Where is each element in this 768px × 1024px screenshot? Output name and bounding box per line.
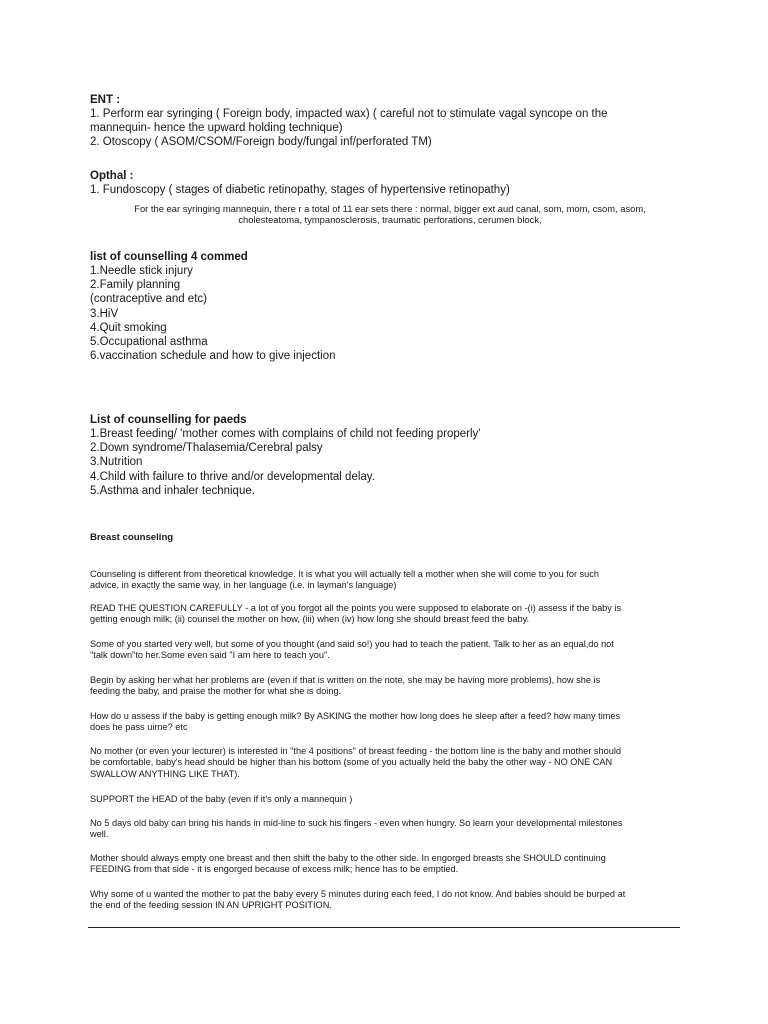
paragraph-line: No mother (or even your lecturer) is interested in "the 4 positions" of breast feeding - the bottom line is the baby and mother should xyxy=(90,746,622,756)
ent-heading: ENT : xyxy=(90,94,121,106)
paragraph-line: READ THE QUESTION CAREFULLY - a lot of you forgot all the points you were supposed to elaborate on -(i) assess if the baby is xyxy=(90,603,622,613)
note-line: cholesteatoma, tympanosclerosis, traumatic perforations, cerumen block, xyxy=(238,214,542,225)
breast-para-4 xyxy=(90,675,690,698)
paragraph-line: No 5 days old baby can bring his hands in mid-line to suck his fingers - even when hungry. So learn your developmental milestones xyxy=(90,818,623,828)
paragraph-line: FEEDING from that side - it is engorged because of excess milk; hence has to be emptied. xyxy=(90,864,459,875)
breast-para-2 xyxy=(90,603,690,626)
paeds-heading: List of counselling for paeds xyxy=(90,414,247,426)
paragraph-line: Some of you started very well, but some of you thought (and said so!) you had to teach the patient. Talk to her as an equal,do not xyxy=(90,639,614,649)
breast-para-5 xyxy=(90,711,690,734)
paragraph-line: getting enough milk; (ii) counsel the mother on how, (iii) when (iv) how long she should breast feed the baby. xyxy=(90,614,530,625)
paragraph-line: be comfortable, baby's head should be higher than his bottom (some of you actually held the baby the other way - NO ONE CAN xyxy=(90,757,613,768)
paeds-item: 4.Child with failure to thrive and/or developmental delay. xyxy=(90,470,375,483)
ent-section xyxy=(90,93,690,150)
ent-item-2: 2. Otoscopy ( ASOM/CSOM/Foreign body/fungal inf/perforated TM) xyxy=(90,136,432,149)
paeds-item: 3.Nutrition xyxy=(90,456,143,469)
ent-item-1-continued: mannequin- hence the upward holding technique) xyxy=(90,122,343,135)
paragraph-line: SUPPORT the HEAD of the baby (even if it's only a mannequin ) xyxy=(90,794,353,804)
paragraph-line: Why some of u wanted the mother to pat the baby every 5 minutes during each feed, I do not know. And babies should be burped at xyxy=(90,889,626,899)
bottom-divider xyxy=(88,927,680,928)
commed-item: 6.vaccination schedule and how to give injection xyxy=(90,350,336,363)
paragraph-line: well. xyxy=(90,829,109,840)
paragraph-line: Counseling is different from theoretical knowledge. It is what you will actually tell a mother when she will come to you for such xyxy=(90,569,599,579)
opthal-item-1: 1. Fundoscopy ( stages of diabetic retinopathy, stages of hypertensive retinopathy) xyxy=(90,184,510,196)
ent-item-1: 1. Perform ear syringing ( Foreign body, impacted wax) ( careful not to stimulate vagal syncope on the xyxy=(90,108,608,120)
paragraph-line: SWALLOW ANYTHING LIKE THAT). xyxy=(90,768,240,779)
breast-para-1 xyxy=(90,569,690,592)
paragraph-line: advice, in exactly the same way, in her language (i.e. in layman's language) xyxy=(90,580,397,591)
commed-item: 5.Occupational asthma xyxy=(90,336,208,349)
commed-item: 1.Needle stick injury xyxy=(90,265,193,277)
commed-item: 2.Family planning xyxy=(90,279,181,292)
commed-item: (contraceptive and etc) xyxy=(90,293,207,306)
breast-para-6 xyxy=(90,746,690,780)
paragraph-line: "talk down"to her.Some even said "I am here to teach you". xyxy=(90,650,330,661)
breast-para-7 xyxy=(90,794,690,805)
paragraph-line: feeding the baby, and praise the mother for what she is doing. xyxy=(90,686,342,697)
paeds-item: 2.Down syndrome/Thalasemia/Cerebral palsy xyxy=(90,442,323,455)
breast-counseling-heading: Breast counseling xyxy=(90,532,174,543)
paragraph-line: Mother should always empty one breast and then shift the baby to the other side. In engorged breasts she SHOULD continuing xyxy=(90,853,606,863)
breast-para-8 xyxy=(90,818,690,841)
commed-item: 4.Quit smoking xyxy=(90,321,167,334)
paragraph-line: does he pass uirne? etc xyxy=(90,722,188,733)
breast-para-9 xyxy=(90,853,690,876)
opthal-heading: Opthal : xyxy=(90,170,134,182)
paeds-item: 1.Breast feeding/ 'mother comes with complains of child not feeding properly' xyxy=(90,428,481,440)
breast-para-3 xyxy=(90,639,690,662)
ear-syringing-note xyxy=(100,203,680,225)
breast-para-10 xyxy=(90,889,690,912)
note-line: For the ear syringing mannequin, there r a total of 11 ear sets there : normal, bigger ext aud canal, som, mom, csom, asom, xyxy=(134,203,646,214)
paeds-item: 5.Asthma and inhaler technique. xyxy=(90,484,255,497)
opthal-section xyxy=(90,169,690,197)
commed-heading: list of counselling 4 commed xyxy=(90,251,248,263)
commed-item: 3.HiV xyxy=(90,307,119,320)
paragraph-line: Begin by asking her what her problems are (even if that is written on the note, she may be having more problems), how she is xyxy=(90,675,601,685)
paragraph-line: the end of the feeding session IN AN UPRIGHT POSITION. xyxy=(90,900,332,911)
paeds-section xyxy=(90,413,690,498)
paragraph-line: How do u assess if the baby is getting enough milk? By ASKING the mother how long does he sleep after a feed? how many times xyxy=(90,711,621,721)
breast-counseling-heading-block xyxy=(90,532,690,544)
commed-section xyxy=(90,250,690,363)
